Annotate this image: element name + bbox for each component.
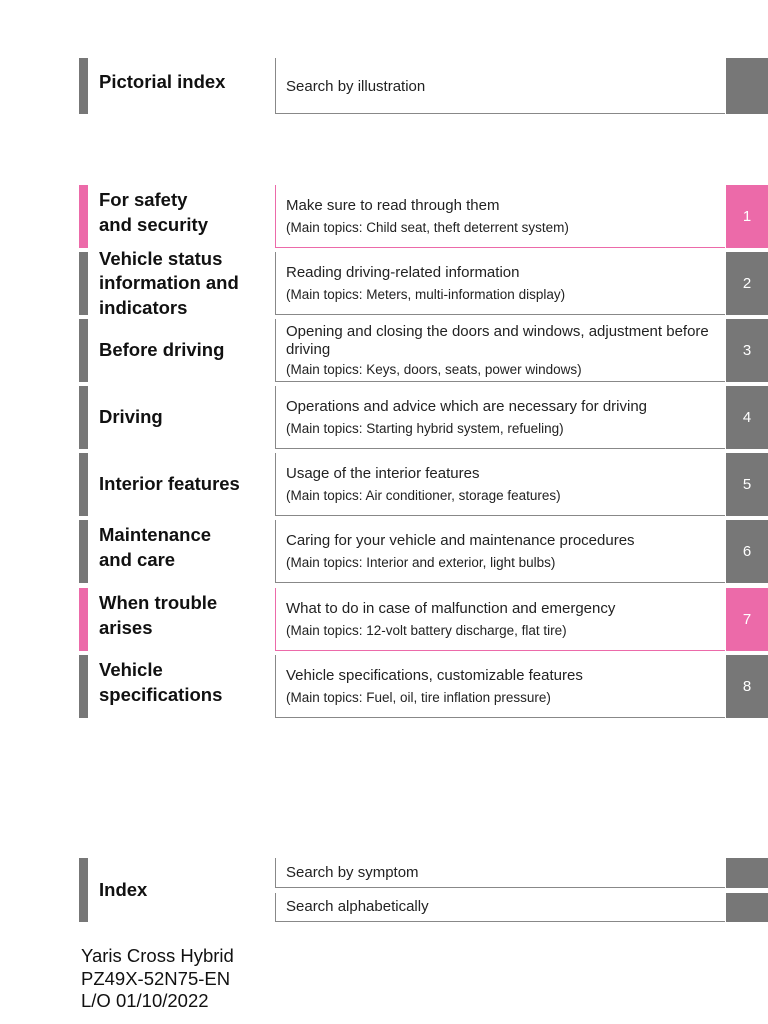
index-item-box[interactable] <box>275 893 725 922</box>
section-marker <box>79 58 88 114</box>
chapter-tab[interactable]: 6 <box>726 520 768 583</box>
pictorial-index-tab[interactable] <box>726 58 768 114</box>
chapter-row-4[interactable] <box>0 386 768 449</box>
section-marker <box>79 453 88 516</box>
layout-date: L/O 01/10/2022 <box>81 990 209 1011</box>
pictorial-index-title: Pictorial index <box>99 70 226 92</box>
chapter-desc: Caring for your vehicle and maintenance procedures <box>286 531 635 549</box>
chapter-desc: Operations and advice which are necessary for driving <box>286 397 648 415</box>
chapter-title: Interior features <box>99 473 240 495</box>
index-item-label: Search alphabetically <box>286 898 429 915</box>
index-item-box[interactable] <box>275 858 725 888</box>
chapter-topics: (Main topics: 12-volt battery discharge, flat tire) <box>286 622 567 638</box>
index-item-symptom[interactable] <box>0 858 768 888</box>
chapter-box[interactable] <box>275 252 725 315</box>
section-marker <box>79 588 88 651</box>
chapter-title: When trouble arises <box>99 592 218 638</box>
chapter-box[interactable] <box>275 319 725 382</box>
chapter-topics: (Main topics: Starting hybrid system, refueling) <box>286 420 564 436</box>
chapter-tab[interactable]: 2 <box>726 252 768 315</box>
chapter-title: Driving <box>99 406 163 428</box>
section-marker <box>79 252 88 315</box>
section-marker <box>79 520 88 583</box>
chapter-row-7[interactable] <box>0 588 768 651</box>
chapter-topics: (Main topics: Interior and exterior, light bulbs) <box>286 554 556 570</box>
chapter-box[interactable] <box>275 185 725 248</box>
chapter-box[interactable] <box>275 386 725 449</box>
chapter-desc: Make sure to read through them <box>286 196 500 214</box>
chapter-desc: Vehicle specifications, customizable features <box>286 666 583 684</box>
pictorial-index-row[interactable] <box>0 58 768 114</box>
chapter-row-1[interactable] <box>0 185 768 248</box>
chapter-tab[interactable]: 7 <box>726 588 768 651</box>
chapter-title: Vehicle status information and indicators <box>99 247 239 318</box>
chapter-row-8[interactable] <box>0 655 768 718</box>
index-item-tab[interactable] <box>726 858 768 888</box>
pictorial-index-desc: Search by illustration <box>286 77 426 95</box>
chapter-tab[interactable]: 5 <box>726 453 768 516</box>
section-marker <box>79 185 88 248</box>
document-footer <box>81 945 234 1013</box>
index-item-label: Search by symptom <box>286 863 419 881</box>
chapter-topics: (Main topics: Air conditioner, storage features) <box>286 487 561 503</box>
chapter-desc: Opening and closing the doors and windows, adjustment before driving <box>286 322 709 358</box>
chapter-tab[interactable]: 1 <box>726 185 768 248</box>
pictorial-index-box[interactable] <box>275 58 725 114</box>
index-item-tab[interactable] <box>726 893 768 922</box>
chapter-desc: What to do in case of malfunction and emergency <box>286 599 616 617</box>
chapter-topics: (Main topics: Keys, doors, seats, power windows) <box>286 361 582 377</box>
chapter-tab[interactable]: 8 <box>726 655 768 718</box>
chapter-title: Before driving <box>99 339 225 361</box>
chapter-desc: Reading driving-related information <box>286 263 520 281</box>
chapter-title: For safety and security <box>99 189 208 235</box>
chapter-title: Maintenance and care <box>99 524 212 570</box>
chapter-row-6[interactable] <box>0 520 768 583</box>
chapter-desc: Usage of the interior features <box>286 464 480 482</box>
chapter-row-5[interactable] <box>0 453 768 516</box>
chapter-title: Vehicle specifications <box>99 659 223 705</box>
chapter-box[interactable] <box>275 588 725 651</box>
document-code: PZ49X-52N75-EN <box>81 967 231 989</box>
chapter-topics: (Main topics: Child seat, theft deterrent system) <box>286 219 569 235</box>
chapter-topics: (Main topics: Meters, multi-information display) <box>286 286 566 302</box>
chapter-topics: (Main topics: Fuel, oil, tire inflation pressure) <box>286 689 551 705</box>
model-name: Yaris Cross Hybrid <box>81 945 234 966</box>
chapter-tab[interactable]: 4 <box>726 386 768 449</box>
section-marker <box>79 386 88 449</box>
index-title: Index <box>99 878 148 900</box>
section-marker <box>79 319 88 382</box>
chapter-tab[interactable]: 3 <box>726 319 768 382</box>
chapter-box[interactable] <box>275 453 725 516</box>
chapter-box[interactable] <box>275 520 725 583</box>
chapter-box[interactable] <box>275 655 725 718</box>
index-item-alphabetical[interactable] <box>0 893 768 922</box>
section-marker <box>79 655 88 718</box>
chapter-row-2[interactable] <box>0 247 768 318</box>
chapter-row-3[interactable] <box>0 319 768 382</box>
